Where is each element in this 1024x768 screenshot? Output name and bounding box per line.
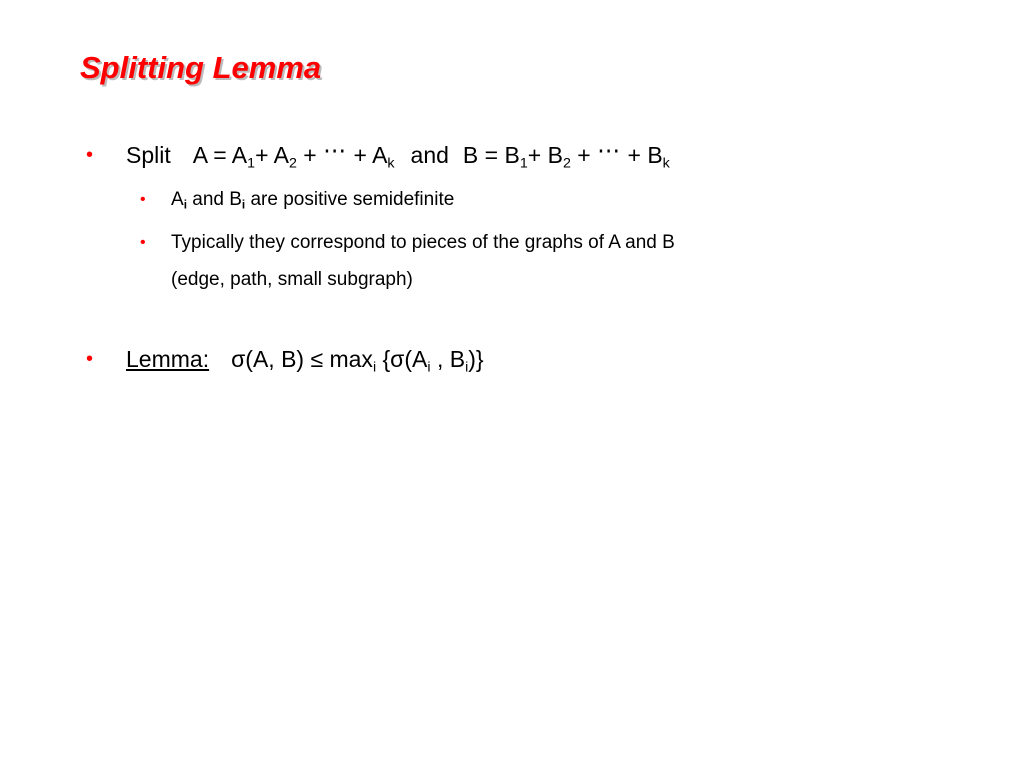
slide-title: Splitting Lemma — [80, 50, 322, 85]
split-formula: Split $A = A_1+ A_2$ + ⋯ + $A_k$ and $B = B_1+ B_2$ + ⋯ + $B_k$ — [126, 137, 670, 172]
bullet-dot: • — [140, 191, 146, 208]
bullet-dot: • — [140, 234, 146, 251]
bullet-dot: • — [86, 348, 94, 370]
typically-line-2: (edge, path, small subgraph) — [171, 269, 413, 290]
bullet-dot: • — [86, 144, 94, 166]
lemma-formula: Lemma: σ(A, $B) \le \max_i \{\sigma(A_i$ , $B_i$)} — [126, 346, 484, 376]
typically-line-1: Typically they correspond to pieces of the graphs of A and B — [171, 232, 675, 253]
lemma-label: Lemma: — [126, 346, 210, 372]
psd-text: $A_i$ and $B_i$ are positive semidefinite — [171, 189, 455, 212]
